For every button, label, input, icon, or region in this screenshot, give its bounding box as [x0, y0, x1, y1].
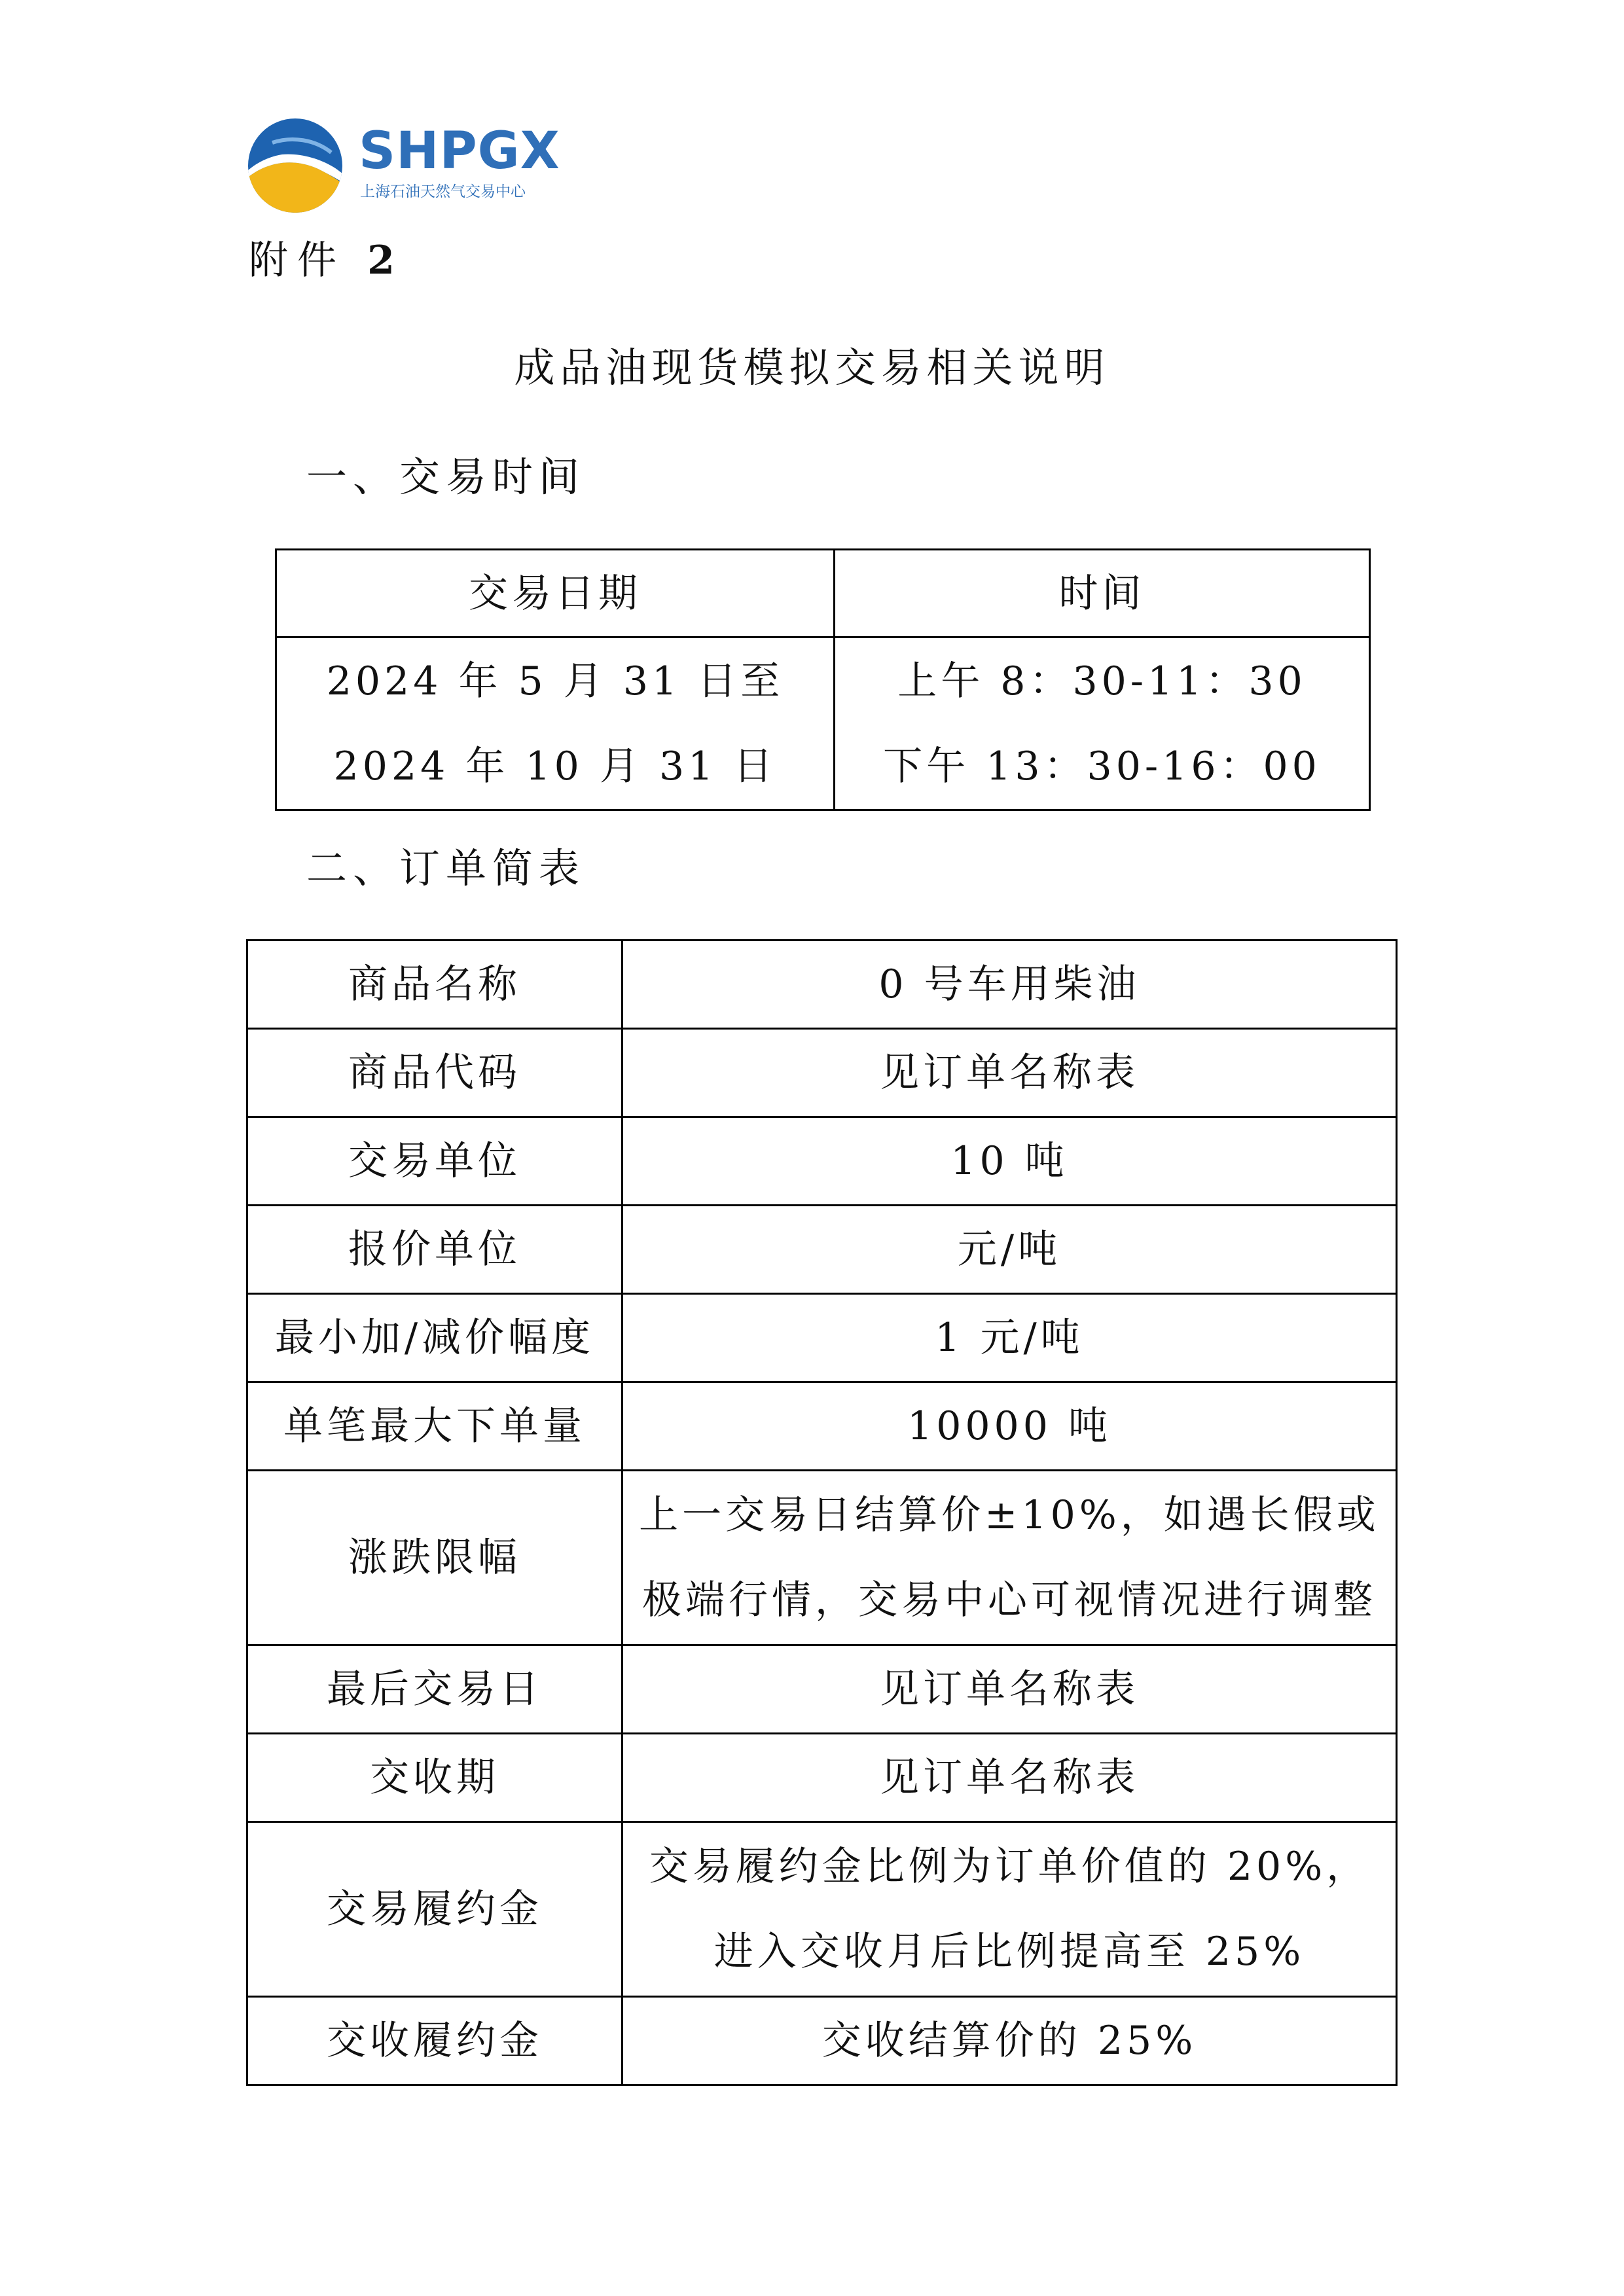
value-line: 上一交易日结算价±10%，如遇长假或 — [639, 1492, 1380, 1538]
shpgx-logo-icon — [246, 117, 344, 215]
row-label: 涨跌限幅 — [247, 1471, 623, 1645]
date-line: 2024 年 10 月 31 日 — [333, 743, 777, 789]
table-row — [247, 1117, 1397, 1206]
row-value: 交收结算价的 25% — [623, 1997, 1397, 2085]
value-line: 进入交收月后比例提高至 25% — [713, 1929, 1305, 1975]
row-value: 1 元/吨 — [623, 1294, 1397, 1382]
table-row — [247, 1734, 1397, 1822]
section-heading-order-summary: 二、订单简表 — [306, 844, 586, 892]
attachment-number: 2 — [367, 238, 404, 283]
logo-wordmark: SHPGX — [359, 122, 560, 181]
table-row — [247, 1294, 1397, 1382]
time-line: 上午 8：30-11：30 — [897, 658, 1307, 704]
attachment-prefix: 附件 — [249, 238, 346, 283]
row-value: 见订单名称表 — [623, 1734, 1397, 1822]
table-header-row — [276, 550, 1370, 637]
row-label: 最后交易日 — [247, 1645, 623, 1734]
row-label: 报价单位 — [247, 1206, 623, 1294]
table-row — [247, 1997, 1397, 2085]
table-row — [247, 1822, 1397, 1997]
value-line: 交易履约金比例为订单价值的 20%， — [649, 1844, 1370, 1890]
trading-time-table — [275, 548, 1371, 811]
table-row — [247, 1206, 1397, 1294]
row-label: 单笔最大下单量 — [247, 1382, 623, 1471]
row-value — [623, 1822, 1397, 1997]
trading-time-cell — [835, 637, 1370, 810]
row-label: 商品名称 — [247, 941, 623, 1029]
value-line: 极端行情，交易中心可视情况进行调整 — [642, 1577, 1377, 1623]
row-value: 10000 吨 — [623, 1382, 1397, 1471]
row-label: 商品代码 — [247, 1029, 623, 1117]
table-row — [247, 941, 1397, 1029]
row-label: 最小加/减价幅度 — [247, 1294, 623, 1382]
time-line: 下午 13：30-16：00 — [883, 743, 1321, 789]
row-value — [623, 1471, 1397, 1645]
row-label: 交易履约金 — [247, 1822, 623, 1997]
row-value: 见订单名称表 — [623, 1645, 1397, 1734]
shpgx-logo — [246, 117, 573, 215]
row-value: 元/吨 — [623, 1206, 1397, 1294]
table-row — [247, 1029, 1397, 1117]
trading-date-cell — [276, 637, 835, 810]
header-time: 时间 — [835, 550, 1370, 637]
row-label: 交易单位 — [247, 1117, 623, 1206]
row-value: 0 号车用柴油 — [623, 941, 1397, 1029]
document-title: 成品油现货模拟交易相关说明 — [514, 344, 1110, 391]
row-value: 10 吨 — [623, 1117, 1397, 1206]
order-summary-table — [246, 939, 1398, 2086]
logo-subtitle: 上海石油天然气交易中心 — [360, 183, 526, 200]
table-row — [247, 1471, 1397, 1645]
row-label: 交收履约金 — [247, 1997, 623, 2085]
table-row — [276, 637, 1370, 810]
row-label: 交收期 — [247, 1734, 623, 1822]
section-heading-trading-time: 一、交易时间 — [306, 453, 586, 501]
table-row — [247, 1382, 1397, 1471]
header-trading-date: 交易日期 — [276, 550, 835, 637]
date-line: 2024 年 5 月 31 日至 — [326, 658, 784, 704]
attachment-label — [249, 237, 404, 284]
row-value: 见订单名称表 — [623, 1029, 1397, 1117]
table-row — [247, 1645, 1397, 1734]
